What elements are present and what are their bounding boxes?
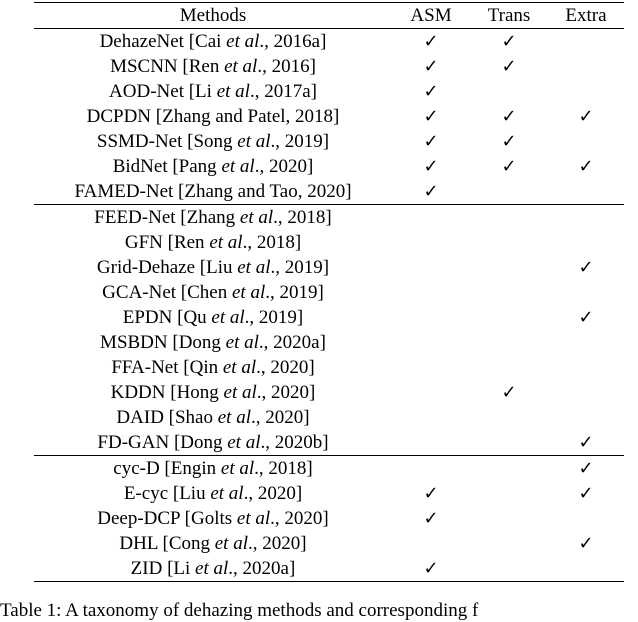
- method-name-cell: [34, 205, 392, 231]
- table-row: [34, 556, 624, 582]
- method-citation: ., 2020]: [248, 533, 307, 554]
- cell-trans: [470, 205, 548, 231]
- method-etal: et al: [236, 508, 271, 529]
- cell-extra: [548, 481, 624, 506]
- method-name: DCPDN [Zhang and Patel, 2018]: [86, 106, 340, 127]
- cell-asm: [392, 481, 470, 506]
- method-name-cell: [34, 230, 392, 255]
- header-asm: ASM: [392, 3, 470, 29]
- table-row: [34, 355, 624, 380]
- table-row: [34, 205, 624, 231]
- cell-trans: [470, 230, 548, 255]
- checkmark-icon: ✓: [423, 131, 439, 152]
- checkmark-icon: ✓: [578, 432, 594, 453]
- table-row: [34, 104, 624, 129]
- table-row: [34, 129, 624, 154]
- method-citation: ., 2019]: [270, 257, 330, 278]
- method-name-cell: [34, 456, 392, 482]
- cell-trans: [470, 29, 548, 55]
- method-name-cell: [34, 556, 392, 582]
- cell-extra: [548, 104, 624, 129]
- method-etal: et al: [224, 56, 258, 77]
- checkmark-icon: ✓: [578, 307, 594, 328]
- method-name-cell: [34, 129, 392, 154]
- cell-extra: [548, 556, 624, 582]
- checkmark-icon: ✓: [423, 483, 439, 504]
- method-name: FAMED-Net [Zhang and Tao, 2020]: [74, 181, 352, 202]
- method-name: AOD-Net [Li: [109, 81, 212, 102]
- checkmark-icon: ✓: [578, 458, 594, 479]
- method-etal: et al: [210, 483, 244, 504]
- method-etal: et al: [231, 282, 266, 303]
- cell-asm: [392, 154, 470, 179]
- table-row: [34, 154, 624, 179]
- table-row: [34, 380, 624, 405]
- method-name: GFN [Ren: [124, 232, 205, 253]
- cell-extra: [548, 29, 624, 55]
- method-name-cell: [34, 380, 392, 405]
- method-name-cell: [34, 255, 392, 280]
- cell-asm: [392, 380, 470, 405]
- checkmark-icon: ✓: [423, 106, 439, 127]
- checkmark-icon: ✓: [501, 31, 517, 52]
- header-row: [34, 3, 624, 29]
- method-name-cell: [34, 54, 392, 79]
- header-extra: Extra: [548, 3, 624, 29]
- cell-asm: [392, 104, 470, 129]
- cell-trans: [470, 481, 548, 506]
- method-name-cell: [34, 79, 392, 104]
- checkmark-icon: ✓: [423, 156, 439, 177]
- table-row: [34, 29, 624, 55]
- cell-trans: [470, 179, 548, 205]
- method-etal: et al: [221, 156, 255, 177]
- cell-trans: [470, 79, 548, 104]
- cell-asm: [392, 205, 470, 231]
- method-name: BidNet [Pang: [112, 156, 217, 177]
- cell-trans: [470, 430, 548, 456]
- method-citation: ., 2018]: [242, 232, 302, 253]
- table-body: [34, 29, 624, 582]
- method-name: FD-GAN [Dong: [97, 432, 223, 453]
- checkmark-icon: ✓: [578, 257, 594, 278]
- method-etal: et al: [214, 533, 248, 554]
- method-etal: et al: [220, 458, 255, 479]
- method-citation: ., 2018]: [273, 207, 332, 228]
- method-name: Grid-Dehaze [Liu: [96, 257, 233, 278]
- checkmark-icon: ✓: [501, 156, 517, 177]
- table-caption: Table 1: A taxonomy of dehazing methods and corresponding f: [0, 600, 479, 621]
- method-name-cell: [34, 481, 392, 506]
- method-citation: ., 2020]: [254, 156, 314, 177]
- method-etal: et al: [239, 207, 274, 228]
- table-row: [34, 79, 624, 104]
- method-name-cell: [34, 405, 392, 430]
- method-etal: et al: [217, 407, 251, 428]
- checkmark-icon: ✓: [423, 558, 439, 579]
- method-name: E-cyc [Liu: [123, 483, 206, 504]
- table-row: [34, 255, 624, 280]
- cell-trans: [470, 531, 548, 556]
- method-etal: et al: [209, 232, 243, 253]
- method-etal: et al: [195, 558, 229, 579]
- cell-trans: [470, 305, 548, 330]
- method-name-cell: [34, 104, 392, 129]
- cell-extra: [548, 506, 624, 531]
- cell-asm: [392, 79, 470, 104]
- method-name: SSMD-Net [Song: [96, 131, 233, 152]
- method-name: FEED-Net [Zhang: [94, 207, 236, 228]
- method-citation: ., 2020]: [256, 357, 315, 378]
- cell-extra: [548, 54, 624, 79]
- method-name: cyc-D [Engin: [113, 458, 217, 479]
- method-citation: ., 2020a]: [258, 332, 326, 353]
- method-citation: ., 2018]: [254, 458, 313, 479]
- checkmark-icon: ✓: [578, 106, 594, 127]
- method-citation: ., 2020]: [251, 407, 310, 428]
- cell-extra: [548, 154, 624, 179]
- cell-trans: [470, 405, 548, 430]
- checkmark-icon: ✓: [423, 181, 439, 202]
- method-name: DHL [Cong: [119, 533, 210, 554]
- method-citation: ., 2020]: [270, 508, 329, 529]
- method-etal: et al: [211, 307, 245, 328]
- method-etal: et al: [216, 81, 250, 102]
- checkmark-icon: ✓: [578, 156, 594, 177]
- table-row: [34, 456, 624, 482]
- method-etal: et al: [226, 31, 260, 52]
- cell-extra: [548, 255, 624, 280]
- cell-extra: [548, 531, 624, 556]
- cell-extra: [548, 405, 624, 430]
- method-citation: ., 2019]: [244, 307, 304, 328]
- cell-extra: [548, 355, 624, 380]
- cell-asm: [392, 305, 470, 330]
- cell-trans: [470, 154, 548, 179]
- method-name: MSCNN [Ren: [110, 56, 220, 77]
- cell-trans: [470, 380, 548, 405]
- method-etal: et al: [225, 332, 259, 353]
- method-name-cell: [34, 179, 392, 205]
- table-row: [34, 330, 624, 355]
- table-row: [34, 430, 624, 456]
- method-citation: ., 2020b]: [260, 432, 329, 453]
- method-name: KDDN [Hong: [110, 382, 219, 403]
- cell-trans: [470, 280, 548, 305]
- method-citation: ., 2016]: [257, 56, 316, 77]
- method-name-cell: [34, 430, 392, 456]
- checkmark-icon: ✓: [501, 131, 517, 152]
- cell-extra: [548, 280, 624, 305]
- method-name: GCA-Net [Chen: [102, 282, 228, 303]
- method-name: EPDN [Qu: [122, 307, 207, 328]
- cell-asm: [392, 430, 470, 456]
- cell-asm: [392, 531, 470, 556]
- checkmark-icon: ✓: [578, 533, 594, 554]
- method-etal: et al: [237, 131, 271, 152]
- cell-extra: [548, 305, 624, 330]
- cell-extra: [548, 456, 624, 482]
- cell-extra: [548, 230, 624, 255]
- method-name-cell: [34, 305, 392, 330]
- checkmark-icon: ✓: [423, 56, 439, 77]
- cell-trans: [470, 255, 548, 280]
- methods-table-container: [34, 2, 624, 582]
- cell-asm: [392, 506, 470, 531]
- cell-trans: [470, 129, 548, 154]
- cell-trans: [470, 355, 548, 380]
- cell-asm: [392, 129, 470, 154]
- cell-extra: [548, 430, 624, 456]
- cell-asm: [392, 29, 470, 55]
- cell-extra: [548, 129, 624, 154]
- method-etal: et al: [227, 432, 261, 453]
- method-name-cell: [34, 280, 392, 305]
- table-row: [34, 230, 624, 255]
- method-name: MSBDN [Dong: [100, 332, 221, 353]
- method-citation: ., 2019]: [270, 131, 330, 152]
- cell-asm: [392, 280, 470, 305]
- cell-asm: [392, 556, 470, 582]
- cell-asm: [392, 355, 470, 380]
- method-name: ZID [Li: [130, 558, 191, 579]
- method-etal: et al: [223, 382, 257, 403]
- methods-table: [34, 2, 624, 582]
- table-row: [34, 54, 624, 79]
- method-etal: et al: [237, 257, 271, 278]
- checkmark-icon: ✓: [501, 56, 517, 77]
- method-name-cell: [34, 330, 392, 355]
- table-row: [34, 405, 624, 430]
- cell-asm: [392, 54, 470, 79]
- method-name: FFA-Net [Qin: [111, 357, 219, 378]
- checkmark-icon: ✓: [423, 81, 439, 102]
- method-citation: ., 2020a]: [228, 558, 296, 579]
- method-citation: ., 2016a]: [259, 31, 327, 52]
- cell-trans: [470, 104, 548, 129]
- cell-trans: [470, 506, 548, 531]
- checkmark-icon: ✓: [423, 31, 439, 52]
- cell-extra: [548, 179, 624, 205]
- cell-trans: [470, 54, 548, 79]
- cell-asm: [392, 179, 470, 205]
- cell-extra: [548, 330, 624, 355]
- method-citation: ., 2019]: [265, 282, 324, 303]
- method-citation: ., 2020]: [243, 483, 303, 504]
- method-name-cell: [34, 29, 392, 55]
- cell-extra: [548, 380, 624, 405]
- checkmark-icon: ✓: [578, 483, 594, 504]
- method-name: DAID [Shao: [116, 407, 213, 428]
- cell-asm: [392, 255, 470, 280]
- cell-asm: [392, 230, 470, 255]
- cell-trans: [470, 456, 548, 482]
- cell-asm: [392, 456, 470, 482]
- checkmark-icon: ✓: [501, 382, 517, 403]
- header-methods: Methods: [34, 3, 392, 29]
- table-row: [34, 179, 624, 205]
- checkmark-icon: ✓: [501, 106, 517, 127]
- method-name-cell: [34, 154, 392, 179]
- cell-trans: [470, 556, 548, 582]
- table-row: [34, 305, 624, 330]
- table-row: [34, 481, 624, 506]
- method-name: Deep-DCP [Golts: [97, 508, 233, 529]
- cell-asm: [392, 405, 470, 430]
- method-name-cell: [34, 531, 392, 556]
- header-trans: Trans: [470, 3, 548, 29]
- cell-trans: [470, 330, 548, 355]
- table-row: [34, 531, 624, 556]
- cell-asm: [392, 330, 470, 355]
- method-etal: et al: [222, 357, 257, 378]
- method-name-cell: [34, 355, 392, 380]
- method-name: DehazeNet [Cai: [99, 31, 222, 52]
- cell-extra: [548, 79, 624, 104]
- table-row: [34, 280, 624, 305]
- table-row: [34, 506, 624, 531]
- method-name-cell: [34, 506, 392, 531]
- checkmark-icon: ✓: [423, 508, 439, 529]
- method-citation: ., 2020]: [256, 382, 316, 403]
- cell-extra: [548, 205, 624, 231]
- method-citation: ., 2017a]: [249, 81, 317, 102]
